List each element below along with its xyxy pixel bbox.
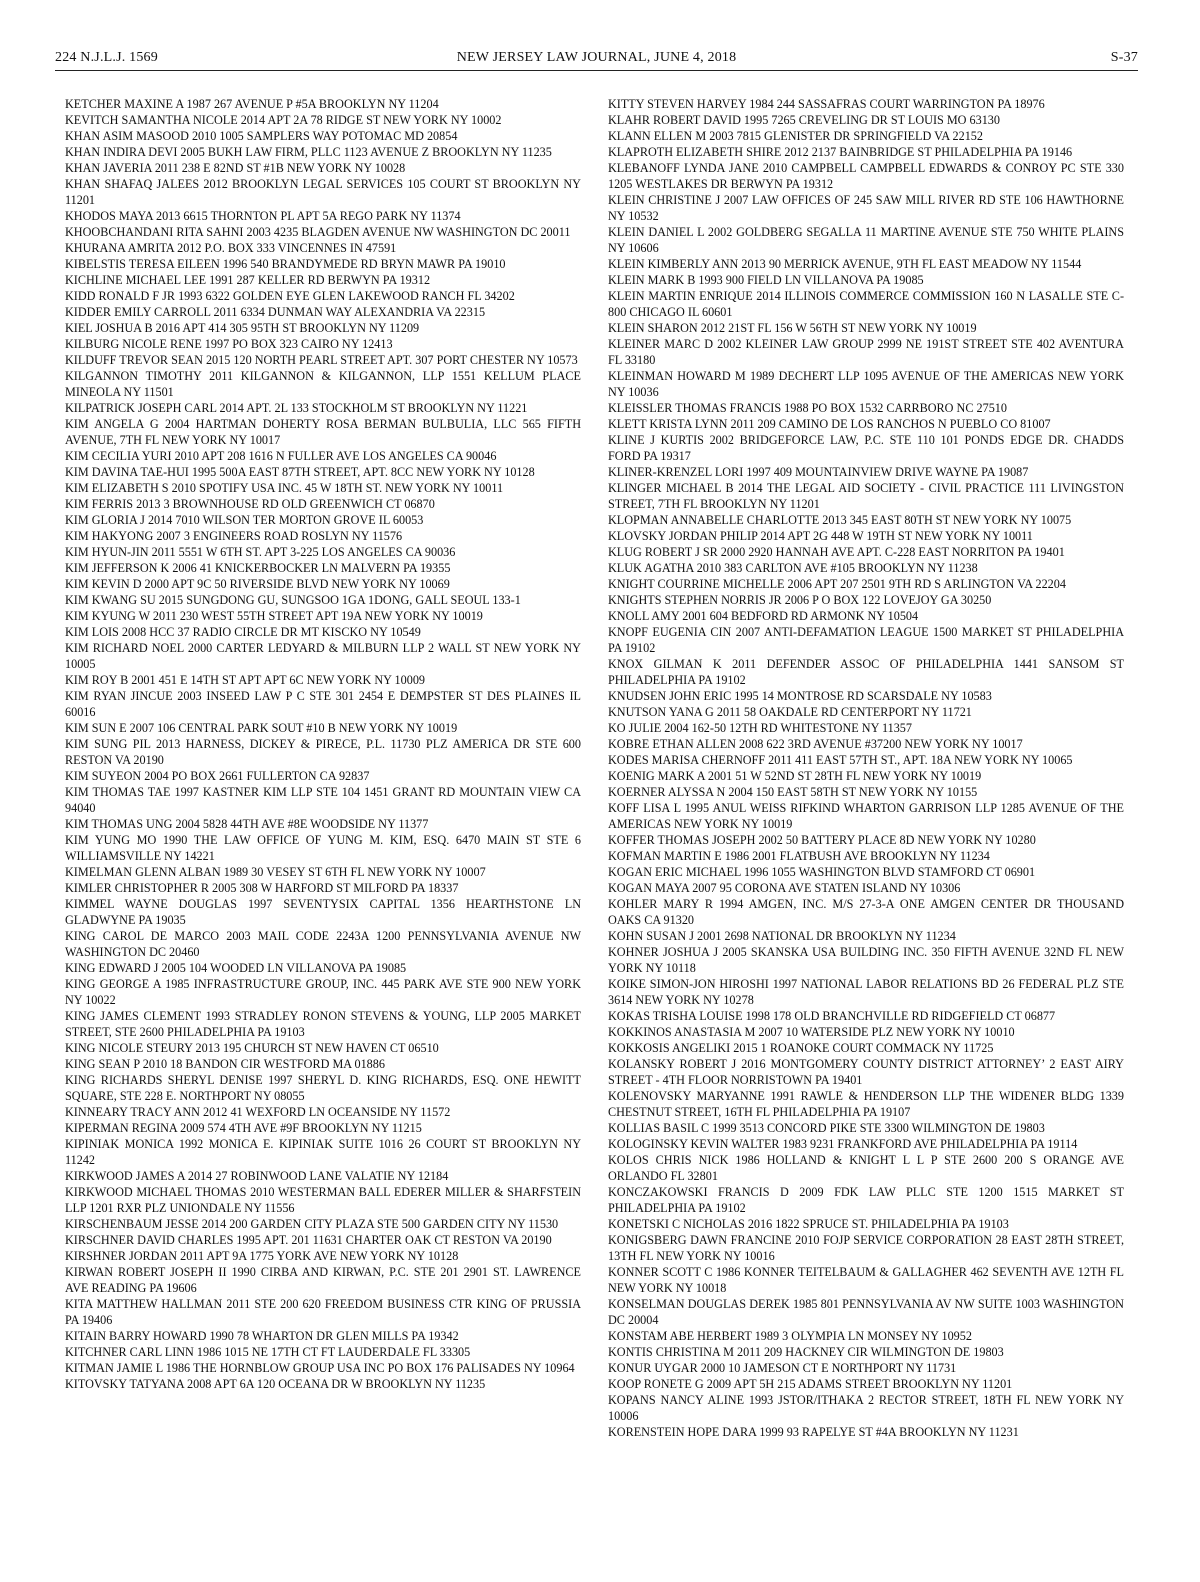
attorney-entry: KLEINER MARC D 2002 KLEINER LAW GROUP 2999 NE 191ST STREET STE 402 AVENTURA FL 33180 bbox=[608, 337, 1124, 367]
attorney-entry: KLANN ELLEN M 2003 7815 GLENISTER DR SPRINGFIELD VA 22152 bbox=[608, 129, 983, 143]
attorney-entry: KIRKWOOD MICHAEL THOMAS 2010 WESTERMAN BALL EDERER MILLER & SHARFSTEIN LLP 1201 RXR PLZ UNIONDALE NY 11556 bbox=[65, 1185, 581, 1215]
page-header bbox=[55, 48, 1138, 71]
attorney-entry: KHAN JAVERIA 2011 238 E 82ND ST #1B NEW YORK NY 10028 bbox=[65, 161, 406, 175]
attorney-entry: KING NICOLE STEURY 2013 195 CHURCH ST NEW HAVEN CT 06510 bbox=[65, 1041, 439, 1055]
attorney-entry: KITAIN BARRY HOWARD 1990 78 WHARTON DR GLEN MILLS PA 19342 bbox=[65, 1329, 459, 1343]
attorney-entry: KIMMEL WAYNE DOUGLAS 1997 SEVENTYSIX CAPITAL 1356 HEARTHSTONE LN GLADWYNE PA 19035 bbox=[65, 897, 581, 927]
attorney-entry: KIRSHNER JORDAN 2011 APT 9A 1775 YORK AVE NEW YORK NY 10128 bbox=[65, 1249, 459, 1263]
attorney-entry: KOENIG MARK A 2001 51 W 52ND ST 28TH FL NEW YORK NY 10019 bbox=[608, 769, 982, 783]
attorney-entry: KIEL JOSHUA B 2016 APT 414 305 95TH ST BROOKLYN NY 11209 bbox=[65, 321, 420, 335]
attorney-entry: KOBRE ETHAN ALLEN 2008 622 3RD AVENUE #37200 NEW YORK NY 10017 bbox=[608, 737, 1023, 751]
header-page-number: S-37 bbox=[1110, 50, 1138, 65]
attorney-entry: KO JULIE 2004 162-50 12TH RD WHITESTONE NY 11357 bbox=[608, 721, 912, 735]
attorney-entry: KOGAN MAYA 2007 95 CORONA AVE STATEN ISLAND NY 10306 bbox=[608, 881, 961, 895]
attorney-entry: KLEINMAN HOWARD M 1989 DECHERT LLP 1095 AVENUE OF THE AMERICAS NEW YORK NY 10036 bbox=[608, 369, 1124, 399]
attorney-entry: KIM SUYEON 2004 PO BOX 2661 FULLERTON CA 92837 bbox=[65, 769, 370, 783]
attorney-entry: KHAN INDIRA DEVI 2005 BUKH LAW FIRM, PLLC 1123 AVENUE Z BROOKLYN NY 11235 bbox=[65, 145, 552, 159]
attorney-entry: KILGANNON TIMOTHY 2011 KILGANNON & KILGANNON, LLP 1551 KELLUM PLACE MINEOLA NY 11501 bbox=[65, 369, 581, 399]
attorney-entry: KOOP RONETE G 2009 APT 5H 215 ADAMS STREET BROOKLYN NY 11201 bbox=[608, 1377, 1013, 1391]
attorney-entry: KIM DAVINA TAE-HUI 1995 500A EAST 87TH STREET, APT. 8CC NEW YORK NY 10128 bbox=[65, 465, 535, 479]
attorney-entry: KIM KWANG SU 2015 SUNGDONG GU, SUNGSOO 1GA 1DONG, GALL SEOUL 133-1 bbox=[65, 593, 521, 607]
header-citation: 224 N.J.L.J. 1569 bbox=[55, 50, 158, 65]
attorney-entry: KOLOS CHRIS NICK 1986 HOLLAND & KNIGHT L L P STE 2600 200 S ORANGE AVE ORLANDO FL 32801 bbox=[608, 1153, 1124, 1183]
attorney-entry: KIBELSTIS TERESA EILEEN 1996 540 BRANDYMEDE RD BRYN MAWR PA 19010 bbox=[65, 257, 506, 271]
attorney-entry: KOLANSKY ROBERT J 2016 MONTGOMERY COUNTY DISTRICT ATTORNEY’ 2 EAST AIRY STREET - 4TH FLOOR NORRISTOWN PA 19401 bbox=[608, 1057, 1124, 1087]
right-column-listing bbox=[608, 96, 1124, 1440]
attorney-entry: KLEBANOFF LYNDA JANE 2010 CAMPBELL CAMPBELL EDWARDS & CONROY PC STE 330 1205 WESTLAKES DR BERWYN PA 19312 bbox=[608, 161, 1124, 191]
attorney-entry: KITOVSKY TATYANA 2008 APT 6A 120 OCEANA DR W BROOKLYN NY 11235 bbox=[65, 1377, 486, 1391]
attorney-entry: KLEIN MARK B 1993 900 FIELD LN VILLANOVA PA 19085 bbox=[608, 273, 924, 287]
attorney-entry: KIRSCHNER DAVID CHARLES 1995 APT. 201 11631 CHARTER OAK CT RESTON VA 20190 bbox=[65, 1233, 552, 1247]
attorney-entry: KIM SUNG PIL 2013 HARNESS, DICKEY & PIRECE, P.L. 11730 PLZ AMERICA DR STE 600 RESTON VA 20190 bbox=[65, 737, 581, 767]
attorney-entry: KETCHER MAXINE A 1987 267 AVENUE P #5A BROOKLYN NY 11204 bbox=[65, 97, 439, 111]
attorney-entry: KIDD RONALD F JR 1993 6322 GOLDEN EYE GLEN LAKEWOOD RANCH FL 34202 bbox=[65, 289, 515, 303]
attorney-entry: KIM KYUNG W 2011 230 WEST 55TH STREET APT 19A NEW YORK NY 10019 bbox=[65, 609, 483, 623]
attorney-entry: KHAN ASIM MASOOD 2010 1005 SAMPLERS WAY POTOMAC MD 20854 bbox=[65, 129, 458, 143]
attorney-entry: KIPERMAN REGINA 2009 574 4TH AVE #9F BROOKLYN NY 11215 bbox=[65, 1121, 422, 1135]
attorney-entry: KING RICHARDS SHERYL DENISE 1997 SHERYL D. KING RICHARDS, ESQ. ONE HEWITT SQUARE, STE 228 E. NORTHPORT NY 08055 bbox=[65, 1073, 581, 1103]
attorney-entry: KOFMAN MARTIN E 1986 2001 FLATBUSH AVE BROOKLYN NY 11234 bbox=[608, 849, 990, 863]
attorney-entry: KLAHR ROBERT DAVID 1995 7265 CREVELING DR ST LOUIS MO 63130 bbox=[608, 113, 1000, 127]
attorney-entry: KONSELMAN DOUGLAS DEREK 1985 801 PENNSYLVANIA AV NW SUITE 1003 WASHINGTON DC 20004 bbox=[608, 1297, 1124, 1327]
attorney-entry: KING SEAN P 2010 18 BANDON CIR WESTFORD MA 01886 bbox=[65, 1057, 385, 1071]
attorney-entry: KLEIN KIMBERLY ANN 2013 90 MERRICK AVENUE, 9TH FL EAST MEADOW NY 11544 bbox=[608, 257, 1082, 271]
attorney-entry: KINNEARY TRACY ANN 2012 41 WEXFORD LN OCEANSIDE NY 11572 bbox=[65, 1105, 451, 1119]
attorney-entry: KING CAROL DE MARCO 2003 MAIL CODE 2243A 1200 PENNSYLVANIA AVENUE NW WASHINGTON DC 20460 bbox=[65, 929, 581, 959]
attorney-entry: KIM GLORIA J 2014 7010 WILSON TER MORTON GROVE IL 60053 bbox=[65, 513, 424, 527]
attorney-entry: KOKKINOS ANASTASIA M 2007 10 WATERSIDE PLZ NEW YORK NY 10010 bbox=[608, 1025, 1015, 1039]
attorney-entry: KOIKE SIMON-JON HIROSHI 1997 NATIONAL LABOR RELATIONS BD 26 FEDERAL PLZ STE 3614 NEW YORK NY 10278 bbox=[608, 977, 1124, 1007]
attorney-entry: KLOVSKY JORDAN PHILIP 2014 APT 2G 448 W 19TH ST NEW YORK NY 10011 bbox=[608, 529, 1033, 543]
attorney-entry: KONTIS CHRISTINA M 2011 209 HACKNEY CIR WILMINGTON DE 19803 bbox=[608, 1345, 1004, 1359]
attorney-entry: KNIGHT COURRINE MICHELLE 2006 APT 207 2501 9TH RD S ARLINGTON VA 22204 bbox=[608, 577, 1066, 591]
attorney-entry: KIRSCHENBAUM JESSE 2014 200 GARDEN CITY PLAZA STE 500 GARDEN CITY NY 11530 bbox=[65, 1217, 559, 1231]
attorney-entry: KIMELMAN GLENN ALBAN 1989 30 VESEY ST 6TH FL NEW YORK NY 10007 bbox=[65, 865, 486, 879]
attorney-entry: KOKKOSIS ANGELIKI 2015 1 ROANOKE COURT COMMACK NY 11725 bbox=[608, 1041, 994, 1055]
attorney-entry: KITCHNER CARL LINN 1986 1015 NE 17TH CT FT LAUDERDALE FL 33305 bbox=[65, 1345, 471, 1359]
attorney-entry: KIM CECILIA YURI 2010 APT 208 1616 N FULLER AVE LOS ANGELES CA 90046 bbox=[65, 449, 497, 463]
header-publication-title: NEW JERSEY LAW JOURNAL, JUNE 4, 2018 bbox=[456, 50, 737, 65]
attorney-entry: KHURANA AMRITA 2012 P.O. BOX 333 VINCENNES IN 47591 bbox=[65, 241, 397, 255]
attorney-entry: KLETT KRISTA LYNN 2011 209 CAMINO DE LOS RANCHOS N PUEBLO CO 81007 bbox=[608, 417, 1051, 431]
attorney-entry: KILPATRICK JOSEPH CARL 2014 APT. 2L 133 STOCKHOLM ST BROOKLYN NY 11221 bbox=[65, 401, 528, 415]
attorney-entry: KOKAS TRISHA LOUISE 1998 178 OLD BRANCHVILLE RD RIDGEFIELD CT 06877 bbox=[608, 1009, 1056, 1023]
attorney-entry: KIM ELIZABETH S 2010 SPOTIFY USA INC. 45 W 18TH ST. NEW YORK NY 10011 bbox=[65, 481, 504, 495]
attorney-entry: KLUK AGATHA 2010 383 CARLTON AVE #105 BROOKLYN NY 11238 bbox=[608, 561, 978, 575]
attorney-entry: KIM FERRIS 2013 3 BROWNHOUSE RD OLD GREENWICH CT 06870 bbox=[65, 497, 435, 511]
attorney-entry: KIRWAN ROBERT JOSEPH II 1990 CIRBA AND KIRWAN, P.C. STE 201 2901 ST. LAWRENCE AVE READING PA 19606 bbox=[65, 1265, 581, 1295]
attorney-entry: KIM SUN E 2007 106 CENTRAL PARK SOUT #10 B NEW YORK NY 10019 bbox=[65, 721, 458, 735]
attorney-entry: KOFF LISA L 1995 ANUL WEISS RIFKIND WHARTON GARRISON LLP 1285 AVENUE OF THE AMERICAS NEW YORK NY 10019 bbox=[608, 801, 1124, 831]
attorney-entry: KILDUFF TREVOR SEAN 2015 120 NORTH PEARL STREET APT. 307 PORT CHESTER NY 10573 bbox=[65, 353, 578, 367]
attorney-entry: KIM JEFFERSON K 2006 41 KNICKERBOCKER LN MALVERN PA 19355 bbox=[65, 561, 451, 575]
attorney-entry: KLINE J KURTIS 2002 BRIDGEFORCE LAW, P.C. STE 110 101 PONDS EDGE DR. CHADDS FORD PA 19317 bbox=[608, 433, 1124, 463]
attorney-entry: KLEIN CHRISTINE J 2007 LAW OFFICES OF 245 SAW MILL RIVER RD STE 106 HAWTHORNE NY 10532 bbox=[608, 193, 1124, 223]
attorney-entry: KEVITCH SAMANTHA NICOLE 2014 APT 2A 78 RIDGE ST NEW YORK NY 10002 bbox=[65, 113, 502, 127]
attorney-entry: KIM RICHARD NOEL 2000 CARTER LEDYARD & MILBURN LLP 2 WALL ST NEW YORK NY 10005 bbox=[65, 641, 581, 671]
attorney-entry: KNUTSON YANA G 2011 58 OAKDALE RD CENTERPORT NY 11721 bbox=[608, 705, 972, 719]
attorney-entry: KITMAN JAMIE L 1986 THE HORNBLOW GROUP USA INC PO BOX 176 PALISADES NY 10964 bbox=[65, 1361, 575, 1375]
attorney-entry: KNOLL AMY 2001 604 BEDFORD RD ARMONK NY 10504 bbox=[608, 609, 919, 623]
attorney-entry: KOPANS NANCY ALINE 1993 JSTOR/ITHAKA 2 RECTOR STREET, 18TH FL NEW YORK NY 10006 bbox=[608, 1393, 1124, 1423]
attorney-entry: KIM ANGELA G 2004 HARTMAN DOHERTY ROSA BERMAN BULBULIA, LLC 565 FIFTH AVENUE, 7TH FL NEW YORK NY 10017 bbox=[65, 417, 581, 447]
attorney-entry: KLEIN DANIEL L 2002 GOLDBERG SEGALLA 11 MARTINE AVENUE STE 750 WHITE PLAINS NY 10606 bbox=[608, 225, 1124, 255]
attorney-entry: KOLLIAS BASIL C 1999 3513 CONCORD PIKE STE 3300 WILMINGTON DE 19803 bbox=[608, 1121, 1045, 1135]
attorney-entry: KIDDER EMILY CARROLL 2011 6334 DUNMAN WAY ALEXANDRIA VA 22315 bbox=[65, 305, 486, 319]
attorney-entry: KLEIN SHARON 2012 21ST FL 156 W 56TH ST NEW YORK NY 10019 bbox=[608, 321, 977, 335]
attorney-entry: KLINER-KRENZEL LORI 1997 409 MOUNTAINVIEW DRIVE WAYNE PA 19087 bbox=[608, 465, 1029, 479]
attorney-entry: KIM KEVIN D 2000 APT 9C 50 RIVERSIDE BLVD NEW YORK NY 10069 bbox=[65, 577, 450, 591]
attorney-entry: KLINGER MICHAEL B 2014 THE LEGAL AID SOCIETY - CIVIL PRACTICE 111 LIVINGSTON STREET, 7TH FL BROOKLYN NY 11201 bbox=[608, 481, 1124, 511]
attorney-entry: KITA MATTHEW HALLMAN 2011 STE 200 620 FREEDOM BUSINESS CTR KING OF PRUSSIA PA 19406 bbox=[65, 1297, 581, 1327]
attorney-entry: KOERNER ALYSSA N 2004 150 EAST 58TH ST NEW YORK NY 10155 bbox=[608, 785, 978, 799]
attorney-entry: KLOPMAN ANNABELLE CHARLOTTE 2013 345 EAST 80TH ST NEW YORK NY 10075 bbox=[608, 513, 1072, 527]
attorney-entry: KIM LOIS 2008 HCC 37 RADIO CIRCLE DR MT KISCKO NY 10549 bbox=[65, 625, 421, 639]
attorney-entry: KONCZAKOWSKI FRANCIS D 2009 FDK LAW PLLC STE 1200 1515 MARKET ST PHILADELPHIA PA 19102 bbox=[608, 1185, 1124, 1215]
attorney-entry: KOGAN ERIC MICHAEL 1996 1055 WASHINGTON BLVD STAMFORD CT 06901 bbox=[608, 865, 1036, 879]
attorney-entry: KOLOGINSKY KEVIN WALTER 1983 9231 FRANKFORD AVE PHILADELPHIA PA 19114 bbox=[608, 1137, 1078, 1151]
attorney-entry: KICHLINE MICHAEL LEE 1991 287 KELLER RD BERWYN PA 19312 bbox=[65, 273, 431, 287]
attorney-entry: KIM ROY B 2001 451 E 14TH ST APT APT 6C NEW YORK NY 10009 bbox=[65, 673, 426, 687]
attorney-entry: KITTY STEVEN HARVEY 1984 244 SASSAFRAS COURT WARRINGTON PA 18976 bbox=[608, 97, 1045, 111]
attorney-entry: KNOPF EUGENIA CIN 2007 ANTI-DEFAMATION LEAGUE 1500 MARKET ST PHILADELPHIA PA 19102 bbox=[608, 625, 1124, 655]
attorney-entry: KNUDSEN JOHN ERIC 1995 14 MONTROSE RD SCARSDALE NY 10583 bbox=[608, 689, 992, 703]
attorney-entry: KING GEORGE A 1985 INFRASTRUCTURE GROUP, INC. 445 PARK AVE STE 900 NEW YORK NY 10022 bbox=[65, 977, 581, 1007]
attorney-entry: KNOX GILMAN K 2011 DEFENDER ASSOC OF PHILADELPHIA 1441 SANSOM ST PHILADELPHIA PA 19102 bbox=[608, 657, 1124, 687]
attorney-entry: KILBURG NICOLE RENE 1997 PO BOX 323 CAIRO NY 12413 bbox=[65, 337, 393, 351]
attorney-entry: KIM THOMAS UNG 2004 5828 44TH AVE #8E WOODSIDE NY 11377 bbox=[65, 817, 429, 831]
attorney-entry: KONSTAM ABE HERBERT 1989 3 OLYMPIA LN MONSEY NY 10952 bbox=[608, 1329, 972, 1343]
attorney-entry: KIM THOMAS TAE 1997 KASTNER KIM LLP STE 104 1451 GRANT RD MOUNTAIN VIEW CA 94040 bbox=[65, 785, 581, 815]
attorney-entry: KIM YUNG MO 1990 THE LAW OFFICE OF YUNG M. KIM, ESQ. 6470 MAIN ST STE 6 WILLIAMSVILLE NY 14221 bbox=[65, 833, 581, 863]
attorney-entry: KONUR UYGAR 2000 10 JAMESON CT E NORTHPORT NY 11731 bbox=[608, 1361, 957, 1375]
attorney-entry: KLEISSLER THOMAS FRANCIS 1988 PO BOX 1532 CARRBORO NC 27510 bbox=[608, 401, 1007, 415]
attorney-entry: KIM RYAN JINCUE 2003 INSEED LAW P C STE 301 2454 E DEMPSTER ST DES PLAINES IL 60016 bbox=[65, 689, 581, 719]
attorney-entry: KODES MARISA CHERNOFF 2011 411 EAST 57TH ST., APT. 18A NEW YORK NY 10065 bbox=[608, 753, 1073, 767]
left-column-listing bbox=[65, 96, 581, 1392]
attorney-entry: KOHLER MARY R 1994 AMGEN, INC. M/S 27-3-A ONE AMGEN CENTER DR THOUSAND OAKS CA 91320 bbox=[608, 897, 1124, 927]
attorney-entry: KLUG ROBERT J SR 2000 2920 HANNAH AVE APT. C-228 EAST NORRITON PA 19401 bbox=[608, 545, 1065, 559]
attorney-entry: KIRKWOOD JAMES A 2014 27 ROBINWOOD LANE VALATIE NY 12184 bbox=[65, 1169, 449, 1183]
attorney-entry: KIMLER CHRISTOPHER R 2005 308 W HARFORD ST MILFORD PA 18337 bbox=[65, 881, 459, 895]
attorney-entry: KHOOBCHANDANI RITA SAHNI 2003 4235 BLAGDEN AVENUE NW WASHINGTON DC 20011 bbox=[65, 225, 571, 239]
attorney-entry: KIM HAKYONG 2007 3 ENGINEERS ROAD ROSLYN NY 11576 bbox=[65, 529, 403, 543]
attorney-entry: KHODOS MAYA 2013 6615 THORNTON PL APT 5A REGO PARK NY 11374 bbox=[65, 209, 461, 223]
attorney-entry: KIPINIAK MONICA 1992 MONICA E. KIPINIAK SUITE 1016 26 COURT ST BROOKLYN NY 11242 bbox=[65, 1137, 581, 1167]
attorney-entry: KLAPROTH ELIZABETH SHIRE 2012 2137 BAINBRIDGE ST PHILADELPHIA PA 19146 bbox=[608, 145, 1073, 159]
attorney-entry: KING EDWARD J 2005 104 WOODED LN VILLANOVA PA 19085 bbox=[65, 961, 407, 975]
attorney-entry: KONNER SCOTT C 1986 KONNER TEITELBAUM & GALLAGHER 462 SEVENTH AVE 12TH FL NEW YORK NY 10018 bbox=[608, 1265, 1124, 1295]
attorney-entry: KOHN SUSAN J 2001 2698 NATIONAL DR BROOKLYN NY 11234 bbox=[608, 929, 956, 943]
attorney-entry: KOHNER JOSHUA J 2005 SKANSKA USA BUILDING INC. 350 FIFTH AVENUE 32ND FL NEW YORK NY 10118 bbox=[608, 945, 1124, 975]
attorney-entry: KONETSKI C NICHOLAS 2016 1822 SPRUCE ST. PHILADELPHIA PA 19103 bbox=[608, 1217, 1009, 1231]
attorney-entry: KOFFER THOMAS JOSEPH 2002 50 BATTERY PLACE 8D NEW YORK NY 10280 bbox=[608, 833, 1036, 847]
attorney-entry: KONIGSBERG DAWN FRANCINE 2010 FOJP SERVICE CORPORATION 28 EAST 28TH STREET, 13TH FL NEW YORK NY 10016 bbox=[608, 1233, 1124, 1263]
attorney-entry: KIM HYUN-JIN 2011 5551 W 6TH ST. APT 3-225 LOS ANGELES CA 90036 bbox=[65, 545, 456, 559]
attorney-entry: KORENSTEIN HOPE DARA 1999 93 RAPELYE ST #4A BROOKLYN NY 11231 bbox=[608, 1425, 1019, 1439]
attorney-entry: KNIGHTS STEPHEN NORRIS JR 2006 P O BOX 122 LOVEJOY GA 30250 bbox=[608, 593, 992, 607]
attorney-entry: KHAN SHAFAQ JALEES 2012 BROOKLYN LEGAL SERVICES 105 COURT ST BROOKLYN NY 11201 bbox=[65, 177, 581, 207]
attorney-entry: KLEIN MARTIN ENRIQUE 2014 ILLINOIS COMMERCE COMMISSION 160 N LASALLE STE C-800 CHICAGO IL 60601 bbox=[608, 289, 1124, 319]
attorney-entry: KOLENOVSKY MARYANNE 1991 RAWLE & HENDERSON LLP THE WIDENER BLDG 1339 CHESTNUT STREET, 16TH FL PHILADELPHIA PA 19107 bbox=[608, 1089, 1124, 1119]
attorney-entry: KING JAMES CLEMENT 1993 STRADLEY RONON STEVENS & YOUNG, LLP 2005 MARKET STREET, STE 2600 PHILADELPHIA PA 19103 bbox=[65, 1009, 581, 1039]
